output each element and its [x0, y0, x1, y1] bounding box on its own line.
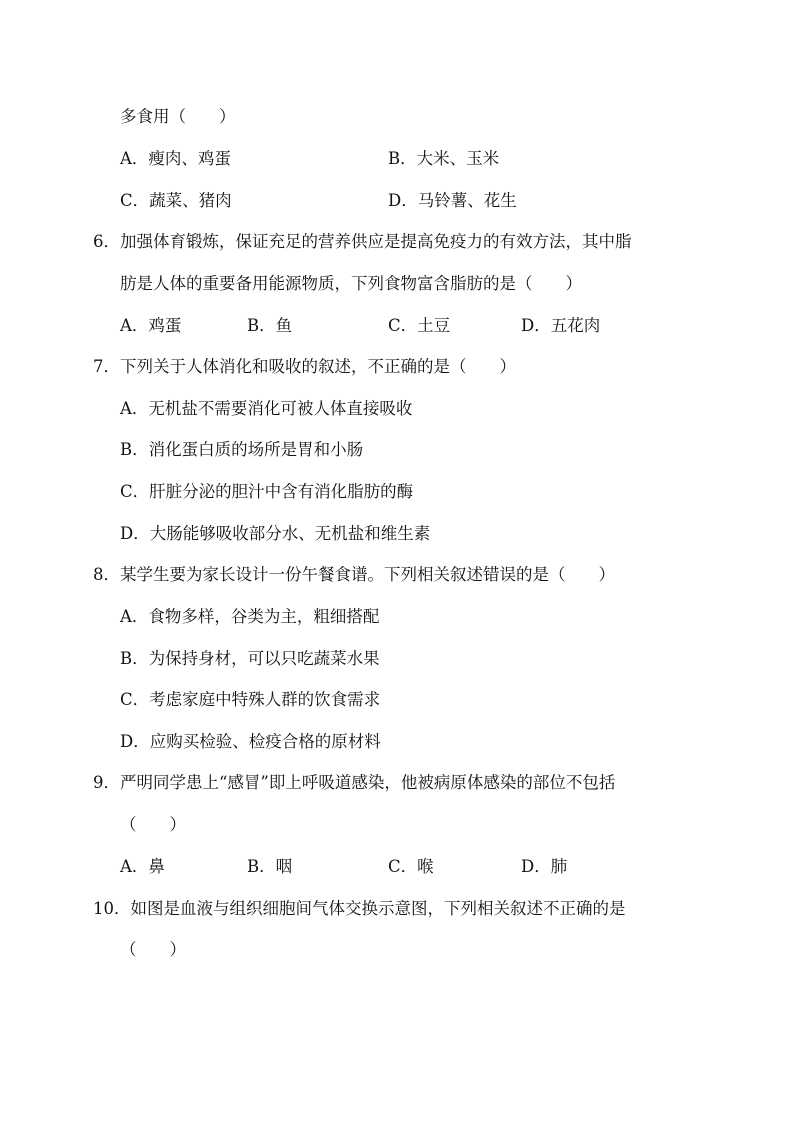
q9-option-d: D．肺	[521, 857, 568, 876]
q6-option-b: B．鱼	[247, 316, 293, 335]
q9-option-c: C．喉	[388, 857, 434, 876]
q5-option-c: C．蔬菜、猪肉	[120, 191, 232, 210]
q5-option-d: D．马铃薯、花生	[388, 191, 517, 210]
q7-option-c: C．肝脏分泌的胆汁中含有消化脂肪的酶	[120, 482, 414, 501]
q6-option-a: A．鸡蛋	[120, 316, 182, 335]
q9-stem-line-1: 9．严明同学患上“感冒”即上呼吸道感染，他被病原体感染的部位不包括	[93, 773, 616, 792]
q8-option-b: B．为保持身材，可以只吃蔬菜水果	[120, 649, 380, 668]
q10-stem-line-1: 10．如图是血液与组织细胞间气体交换示意图，下列相关叙述不正确的是	[93, 899, 626, 918]
q7-stem: 7．下列关于人体消化和吸收的叙述，不正确的是（ ）	[93, 357, 516, 376]
q5-stem-continued: 多食用（ ）	[120, 107, 236, 126]
q8-option-d: D．应购买检验、检疫合格的原材料	[120, 732, 381, 751]
q6-option-c: C．土豆	[388, 316, 451, 335]
q8-option-c: C．考虑家庭中特殊人群的饮食需求	[120, 690, 381, 709]
q9-option-a: A．鼻	[120, 857, 165, 876]
q5-option-a: A．瘦肉、鸡蛋	[120, 149, 231, 168]
q5-option-b: B．大米、玉米	[388, 149, 500, 168]
q9-option-b: B．咽	[247, 857, 293, 876]
q8-stem: 8．某学生要为家长设计一份午餐食谱。下列相关叙述错误的是（ ）	[93, 565, 615, 584]
q9-stem-line-2: （ ）	[120, 815, 186, 834]
q6-stem-line-1: 6．加强体育锻炼，保证充足的营养供应是提高免疫力的有效方法，其中脂	[93, 232, 632, 251]
q8-option-a: A．食物多样，谷类为主，粗细搭配	[120, 607, 380, 626]
q6-stem-line-2: 肪是人体的重要备用能源物质，下列食物富含脂肪的是（ ）	[120, 274, 582, 293]
q6-option-d: D．五花肉	[521, 316, 601, 335]
q7-option-b: B．消化蛋白质的场所是胃和小肠	[120, 440, 364, 459]
q7-option-a: A．无机盐不需要消化可被人体直接吸收	[120, 399, 413, 418]
q10-stem-line-2: （ ）	[120, 940, 186, 959]
q7-option-d: D．大肠能够吸收部分水、无机盐和维生素	[120, 524, 431, 543]
